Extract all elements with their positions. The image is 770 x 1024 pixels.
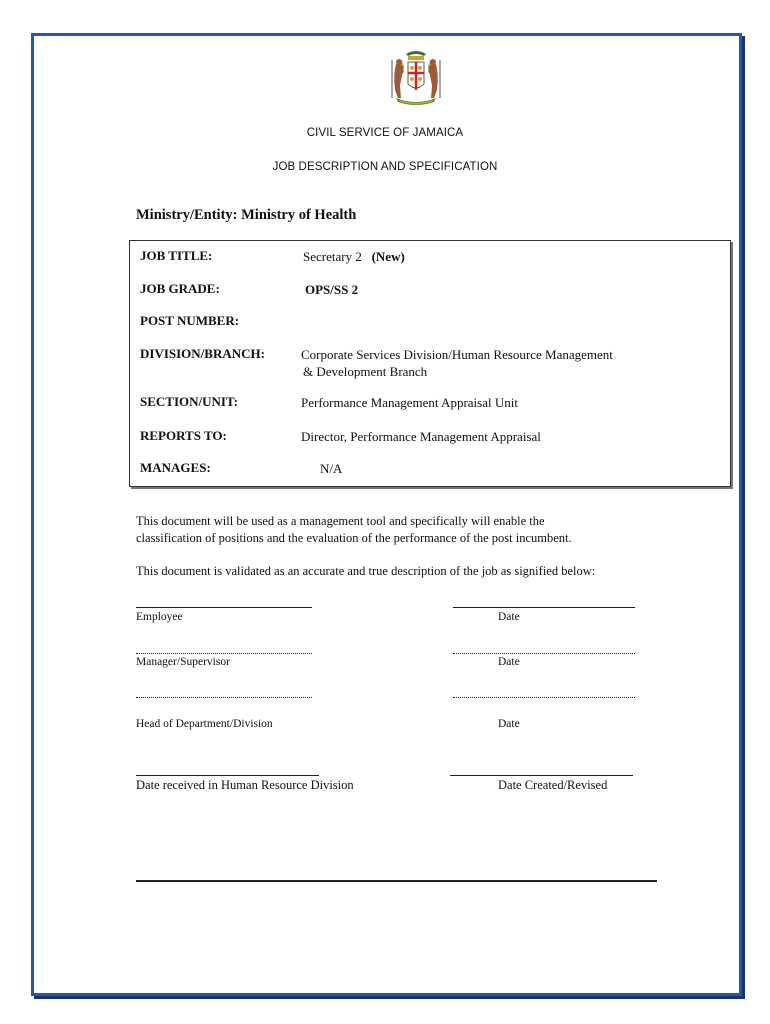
ministry-entity: Ministry/Entity: Ministry of Health <box>136 207 357 223</box>
employee-date-label: Date <box>498 611 520 623</box>
reports-to-value: Director, Performance Management Appraisal <box>301 429 541 444</box>
purpose-line2: classification of positions and the evaluation of the performance of the post incumbent. <box>136 531 572 545</box>
purpose-line1: This document will be used as a management tool and specifically will enable the <box>136 514 545 528</box>
division-label: DIVISION/BRANCH: <box>140 346 265 361</box>
job-title-tag: (New) <box>371 249 405 264</box>
manages-value: N/A <box>320 461 343 476</box>
document-title: JOB DESCRIPTION AND SPECIFICATION <box>272 161 498 173</box>
created-date-line <box>450 775 633 776</box>
head-signature-line <box>136 697 312 698</box>
organization-heading: CIVIL SERVICE OF JAMAICA <box>306 127 464 139</box>
employee-date-line <box>453 607 635 608</box>
manager-date-label: Date <box>498 656 520 668</box>
head-date-label: Date <box>498 718 520 730</box>
date-created-label: Date Created/Revised <box>498 778 608 792</box>
head-date-line <box>453 697 635 698</box>
division-value-line1: Corporate Services Division/Human Resource Management <box>301 347 613 362</box>
manager-signature-line <box>136 653 312 654</box>
post-number-label: POST NUMBER: <box>140 313 240 328</box>
section-label: SECTION/UNIT: <box>140 394 239 409</box>
bottom-divider <box>136 880 657 882</box>
job-title-text: Secretary 2 <box>303 249 362 264</box>
job-title-value <box>303 248 405 265</box>
date-received-label: Date received in Human Resource Division <box>136 778 354 792</box>
job-title-label-text: JOB TITLE: <box>140 248 213 263</box>
head-of-department-label: Head of Department/Division <box>136 718 273 730</box>
manages-label: MANAGES: <box>140 460 211 475</box>
received-date-line <box>136 775 319 776</box>
job-title-label <box>140 248 212 264</box>
employee-label: Employee <box>136 611 183 623</box>
division-value-line2: & Development Branch <box>303 364 428 379</box>
validation-statement: This document is validated as an accurate and true description of the job as signified below: <box>136 564 596 578</box>
reports-to-label: REPORTS TO: <box>140 428 227 443</box>
job-grade-value: OPS/SS 2 <box>305 282 359 297</box>
job-details-box <box>129 240 731 487</box>
jamaica-coat-of-arms-icon <box>388 46 444 108</box>
manager-label: Manager/Supervisor <box>136 656 230 668</box>
manager-date-line <box>453 653 635 654</box>
job-grade-label: JOB GRADE: <box>140 281 220 296</box>
section-value: Performance Management Appraisal Unit <box>301 395 518 410</box>
employee-signature-line <box>136 607 312 608</box>
